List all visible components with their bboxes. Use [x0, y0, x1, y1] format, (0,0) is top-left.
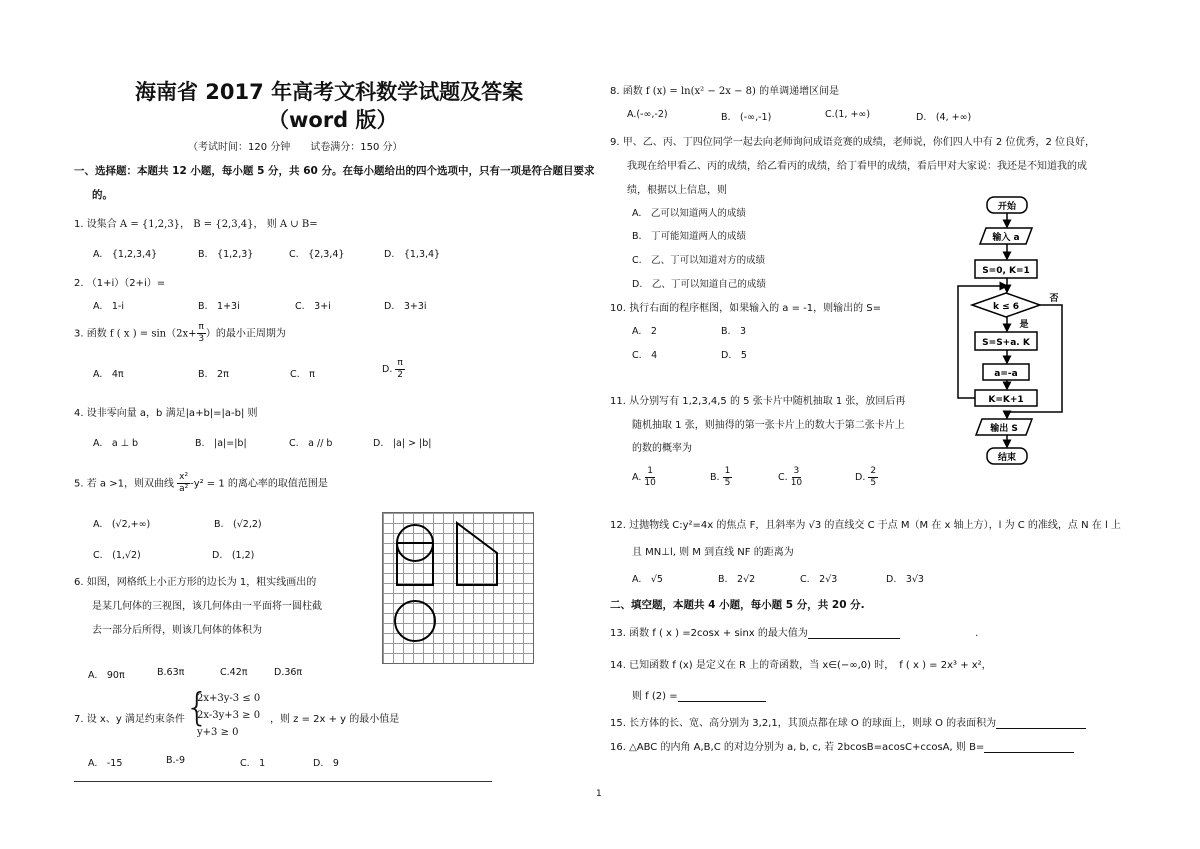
question-8 — [610, 82, 839, 97]
page-number: 1 — [596, 789, 602, 799]
denominator: 5 — [870, 478, 877, 488]
option-a: A. -15 — [88, 758, 123, 769]
section-heading-cont: 的。 — [92, 189, 113, 201]
option-c: C. 2√3 — [800, 574, 838, 585]
page-title: 海南省 2017 年高考文科数学试题及答案 — [135, 80, 524, 104]
question-number: 12. — [610, 520, 626, 531]
question-number: 16. — [610, 742, 626, 753]
flow-output-label: 输出 S — [990, 424, 1018, 434]
question-text: （1+i）（2+i）= — [86, 278, 166, 289]
constraint-system — [197, 690, 260, 741]
option-b: B. 3 — [721, 326, 747, 337]
denominator: 3 — [198, 334, 205, 344]
option-label: B. — [710, 472, 720, 483]
question-text: 随机抽取 1 张，则抽得的第一张卡片上的数大于第二张卡片上 — [632, 420, 905, 431]
option-a: A. 1-i — [93, 301, 124, 312]
denominator: 10 — [644, 478, 656, 488]
option-d: D. 5 — [721, 350, 747, 361]
option-d — [382, 358, 405, 381]
question-number: 1. — [74, 219, 84, 230]
option-b: B. |a|=|b| — [195, 438, 247, 449]
option-a: A. √5 — [632, 574, 663, 585]
constraint: 2x+3y-3 ≤ 0 — [197, 693, 261, 704]
question-text: -y² = 1 的离心率的取值范围是 — [190, 478, 328, 490]
fraction — [197, 322, 206, 345]
question-11 — [610, 392, 905, 407]
option-d: D. 3+3i — [384, 301, 427, 312]
three-view-drawing — [383, 513, 533, 663]
section-heading-fill: 二、填空题，本题共 4 小题，每小题 5 分，共 20 分. — [610, 599, 865, 611]
question-text: 是某几何体的三视图，该几何体由一平面将一圆柱截 — [92, 601, 322, 612]
option-c: C. 1 — [240, 758, 266, 769]
option-c: C.(1, +∞) — [825, 109, 871, 120]
option-a: A. (√2,+∞) — [93, 519, 151, 530]
option-label: A. — [632, 472, 642, 483]
question-number: 15. — [610, 718, 626, 729]
question-text: 的单调递增区间是 — [759, 86, 840, 97]
section-heading-choice: 一、选择题：本题共 12 小题，每小题 5 分，共 60 分。在每小题给出的四个选项中，只有一项是符合题目要求 — [74, 165, 595, 177]
option-d: D. 乙、丁可以知道自己的成绩 — [632, 279, 766, 290]
option-d: D. (1,2) — [212, 550, 255, 561]
option-a: A. 4π — [93, 369, 124, 380]
denominator: a² — [179, 484, 189, 494]
answer-blank[interactable] — [678, 691, 766, 702]
question-text: 从分别写有 1,2,3,4,5 的 5 张卡片中随机抽取 1 张，放回后再 — [629, 396, 906, 407]
fraction — [791, 466, 802, 489]
question-number: 5. — [74, 478, 84, 490]
fraction — [723, 466, 733, 489]
question-text: 函数 — [86, 328, 107, 340]
question-text: 设 x、y 满足约束条件 — [86, 714, 185, 725]
option-b — [710, 466, 732, 489]
exam-info: （考试时间：120 分钟 试卷满分：150 分） — [188, 142, 403, 153]
fraction — [644, 466, 655, 489]
question-4 — [74, 404, 258, 419]
flow-step3-label: K=K+1 — [988, 395, 1024, 405]
option-c: C. 4 — [632, 350, 658, 361]
question-1 — [74, 215, 318, 230]
option-a: A. a ⊥ b — [93, 438, 139, 449]
question-text: 已知函数 f (x) 是定义在 R 上的奇函数，当 x∈(−∞,0) 时， f ( x ) = 2x³ + x²， — [629, 660, 992, 671]
question-text: 执行右面的程序框图，如果输入的 a = -1，则输出的 S= — [629, 303, 882, 314]
question-text: 设集合 — [86, 219, 117, 230]
flow-yes-label: 是 — [1019, 320, 1029, 330]
page-subtitle: （word 版） — [268, 108, 398, 132]
numerator: 3 — [793, 466, 800, 476]
fraction — [395, 358, 404, 381]
question-number: 4. — [74, 408, 84, 419]
option-d — [855, 466, 878, 489]
denominator: 5 — [724, 478, 731, 488]
option-b: B. 2π — [198, 369, 229, 380]
question-text: ，则 z = 2x + y 的最小值是 — [270, 714, 400, 725]
question-text: 的数的概率为 — [632, 443, 692, 454]
option-d: D. (4, +∞) — [916, 112, 972, 123]
option-label: D. — [382, 364, 393, 375]
question-14 — [610, 656, 992, 671]
question-number: 8. — [610, 86, 620, 97]
question-text: 如图，网格纸上小正方形的边长为 1，粗实线画出的 — [86, 577, 317, 588]
fraction — [868, 466, 878, 489]
numerator: 1 — [647, 466, 653, 476]
constraint: 2x-3y+3 ≥ 0 — [197, 710, 261, 721]
question-text: ）的最小正周期为 — [205, 328, 286, 340]
option-b: B. (√2,2) — [214, 519, 262, 530]
flow-end-label: 结束 — [997, 453, 1017, 463]
question-number: 2. — [74, 278, 84, 289]
question-15 — [610, 714, 1086, 729]
option-c: C. 乙、丁可以知道对方的成绩 — [632, 255, 766, 266]
flow-no-label: 否 — [1049, 294, 1059, 304]
set-b: B = {2,3,4}， — [193, 219, 264, 230]
option-b: B.63π — [157, 667, 185, 678]
option-c: C. 3+i — [295, 301, 331, 312]
flow-start-label: 开始 — [997, 202, 1017, 212]
option-a: A. 90π — [88, 670, 125, 681]
option-d: D. 3√3 — [886, 574, 924, 585]
question-2 — [74, 274, 165, 289]
question-text: 过抛物线 C:y²=4x 的焦点 F，且斜率为 √3 的直线交 C 于点 M（M 在 x 轴上方），l 为 C 的准线，点 N 在 l 上 — [629, 520, 1121, 531]
option-label: C. — [778, 472, 788, 483]
denominator: 2 — [397, 370, 403, 380]
option-b: B. 丁可能知道两人的成绩 — [632, 231, 747, 242]
function-expression: f (x) = ln(x² − 2x − 8) — [645, 86, 756, 97]
question-text: 长方体的长、宽、高分别为 3,2,1，其顶点都在球 O 的球面上，则球 O 的表面积为 — [629, 718, 997, 729]
flow-step1-label: S=S+a. K — [982, 338, 1030, 348]
option-b: B. {1,2,3} — [198, 249, 254, 260]
numerator: π — [397, 358, 403, 368]
question-number: 3. — [74, 328, 84, 340]
question-12 — [610, 516, 1121, 531]
question-number: 7. — [74, 714, 84, 725]
question-text: 则 — [266, 219, 277, 230]
question-text: 我现在给甲看乙、丙的成绩，给乙看丙的成绩，给丁看甲的成绩，看后甲对大家说：我还是不知道我的成 — [627, 161, 1087, 172]
option-a: A. 2 — [632, 326, 657, 337]
question-number: 11. — [610, 396, 626, 407]
option-c: C. {2,3,4} — [289, 249, 345, 260]
option-a: A. {1,2,3,4} — [93, 249, 158, 260]
question-16 — [610, 738, 1074, 753]
option-a: A.(-∞,-2) — [627, 109, 668, 120]
answer-blank[interactable] — [984, 742, 1074, 753]
question-14-line2 — [632, 687, 766, 702]
flow-step2-label: a=-a — [994, 369, 1018, 379]
numerator: 2 — [870, 466, 877, 476]
option-d: D. |a| > |b| — [373, 438, 432, 449]
numerator: x² — [179, 472, 189, 482]
program-flowchart — [950, 190, 1080, 480]
option-d: D.36π — [274, 667, 303, 678]
question-number: 9. — [610, 137, 620, 148]
numerator: π — [198, 322, 204, 332]
option-c — [778, 466, 802, 489]
fraction — [177, 472, 190, 495]
question-9 — [610, 133, 1095, 148]
option-b: B. 2√2 — [718, 574, 756, 585]
constraint: y+3 ≥ 0 — [197, 727, 239, 738]
question-number: 6. — [74, 577, 84, 588]
question-10 — [610, 299, 881, 314]
question-text: △ABC 的内角 A,B,C 的对边分别为 a, b, c, 若 2bcosB=acosC+ccosA, 则 B= — [629, 742, 985, 753]
question-text: 且 MN⊥l, 则 M 到直线 NF 的距离为 — [632, 547, 794, 558]
question-number: 13. — [610, 628, 626, 639]
question-number: 14. — [610, 660, 626, 671]
answer-blank[interactable] — [996, 718, 1086, 729]
option-c: C. a // b — [289, 438, 333, 449]
flow-cond-label: k ≤ 6 — [992, 302, 1020, 312]
question-text: 函数 — [622, 86, 643, 97]
three-view-grid-figure — [382, 512, 534, 664]
question-text: 若 a >1，则双曲线 — [86, 478, 174, 490]
question-text: 设非零向量 a，b 满足|a+b|=|a-b| 则 — [86, 408, 258, 419]
option-b: B. 1+3i — [198, 301, 240, 312]
answer-blank[interactable] — [808, 628, 900, 639]
option-b: B. (-∞,-1) — [721, 112, 772, 123]
option-a — [632, 466, 656, 489]
question-text: 甲、乙、丙、丁四位同学一起去向老师询问成语竞赛的成绩，老师说，你们四人中有 2 位优秀，2 位良好， — [622, 137, 1095, 148]
option-c: C. (1,√2) — [93, 550, 141, 561]
option-a: A. 乙可以知道两人的成绩 — [632, 208, 746, 219]
trailing-punct: . — [975, 628, 979, 639]
option-b: B.-9 — [166, 755, 186, 766]
question-13 — [610, 624, 978, 639]
constraint-brace: { — [185, 685, 210, 729]
denominator: 10 — [790, 478, 803, 488]
option-d: D. 9 — [313, 758, 339, 769]
option-d: D. {1,3,4} — [384, 249, 441, 260]
question-text: 函数 f ( x ) =2cosx + sinx 的最大值为 — [629, 628, 808, 639]
flow-input-label: 输入 a — [992, 233, 1020, 243]
set-expression: A ∪ B= — [279, 219, 318, 230]
question-number: 10. — [610, 303, 626, 314]
option-label: D. — [855, 472, 866, 483]
numerator: 1 — [724, 466, 731, 476]
column-divider — [74, 781, 492, 782]
question-text: 绩，根据以上信息，则 — [627, 185, 727, 196]
function-expression: f ( x ) = sin（2x+ — [109, 328, 197, 340]
set-a: A = {1,2,3}， — [119, 219, 191, 230]
flow-init-label: S=0, K=1 — [982, 266, 1030, 276]
question-text: 则 f (2) = — [632, 691, 678, 702]
question-7 — [74, 710, 185, 725]
question-6 — [74, 573, 316, 588]
question-3 — [74, 322, 286, 345]
question-5 — [74, 472, 328, 495]
option-c: C. π — [290, 369, 315, 380]
question-text: 去一部分后所得，则该几何体的体积为 — [92, 625, 262, 636]
option-c: C.42π — [220, 667, 248, 678]
